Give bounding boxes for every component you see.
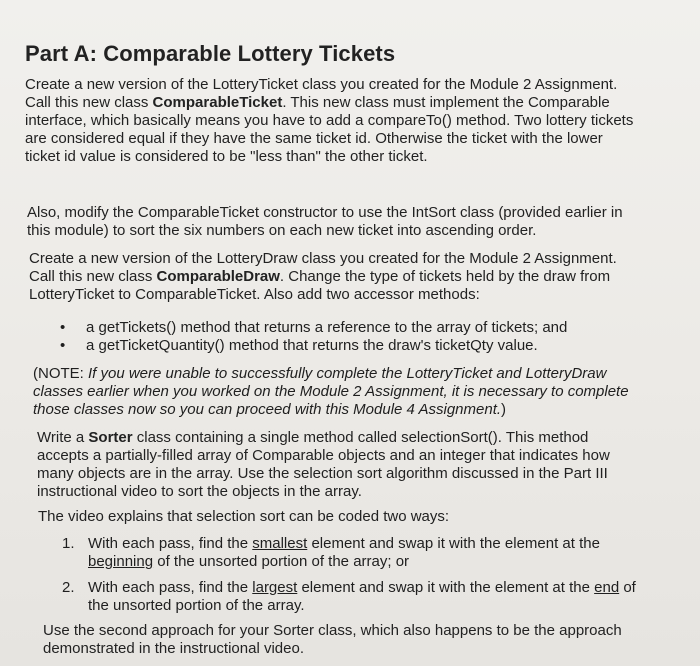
p3-text-a: Create a new version of the LotteryDraw class you created for the Module 2 Assignment. Call this new class [29,250,617,285]
p1-text-b: . This new class must implement the Comparable interface, which basically means you have to add a compareTo() method. Two lottery tickets are considered equal if they have the same ticket id. Otherwise the ticket with the lower ticket id value is considered to be "less than" the other ticket. [25,94,634,165]
page-title: Part A: Comparable Lottery Tickets [25,41,396,66]
paragraph-video-explains: The video explains that selection sort can be coded two ways: [38,508,450,525]
p5-class-name: Sorter [88,429,133,446]
bullet-dot-icon: • [60,319,66,336]
list-item: 1. With each pass, find the smallest element and swap it with the element at the beginning of the unsorted portion of the array; or [62,535,600,570]
p3-class-name: ComparableDraw [156,268,280,285]
p1-class-name: ComparableTicket [152,94,283,111]
bullet-item: • a getTicketQuantity() method that returns the draw's ticketQty value. [60,337,538,354]
paragraph-constructor: Also, modify the ComparableTicket constructor to use the IntSort class (provided earlier in this module) to sort the six numbers on each new ticket into ascending order. [27,204,623,239]
bullet-dot-icon: • [60,337,66,354]
bullet-item: • a getTickets() method that returns a reference to the array of tickets; and [60,319,568,336]
list-item: 2. With each pass, find the largest element and swap it with the element at the end of the unsorted portion of the array. [62,579,636,614]
note-paragraph: (NOTE: If you were unable to successfully complete the LotteryTicket and LotteryDraw classes earlier when you worked on the Module 2 Assignment, it is necessary to complete those classes now so you can proceed with this Module 4 Assignment.) [33,365,629,418]
accessor-bullet-list [60,319,567,355]
paragraph-sorter: Write a Sorter class containing a single method called selectionSort(). This method accepts a partially-filled array of Comparable objects and an integer that indicates how many objects are in the array. Use the selection sort algorithm discussed in the Part III instructional video to sort the objects in the array. [37,429,610,500]
paragraph-comparable-ticket [25,76,635,166]
p1-text-a: Create a new version of the LotteryTicket class you created for the Module 2 Assignment. Call this new class [25,76,618,111]
p3-text-b: . Change the type of tickets held by the draw from LotteryTicket to ComparableTicket. Also add two accessor methods: [29,268,611,303]
paragraph-comparable-draw [29,250,644,304]
paragraph-approach: Use the second approach for your Sorter class, which also happens to be the approach demonstrated in the instructional video. [43,622,622,657]
numbered-list [62,535,642,623]
